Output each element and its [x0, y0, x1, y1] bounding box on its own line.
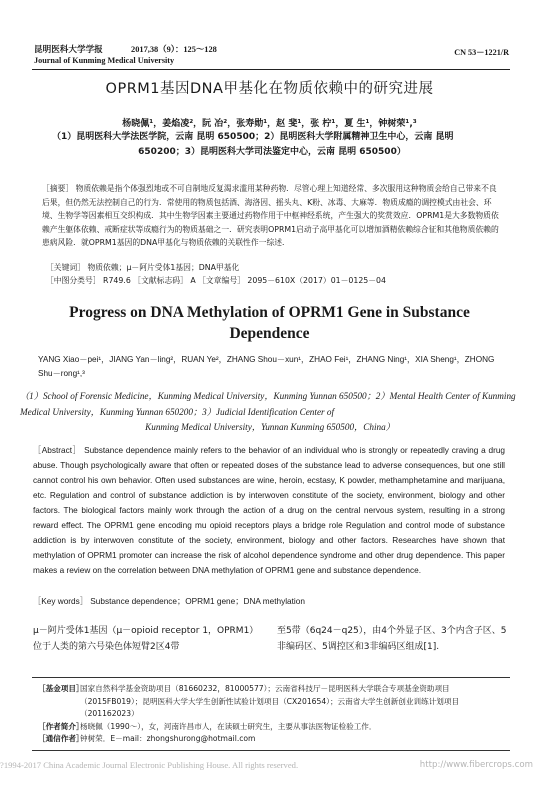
affiliation-en-last: Kunming Medical University，Yunnan Kunming 650500，China）	[145, 422, 395, 432]
footnote-block	[38, 683, 508, 746]
journal-name-en: Journal of Kunming Medical University	[34, 56, 175, 65]
authors-en: YANG Xiao－pei¹，JIANG Yan－ling²，RUAN Ye²，ZHANG Shou－xun¹，ZHAO Fei¹，ZHANG Ning¹，XIA Sheng¹，ZHONG Shu－rong¹,³	[38, 355, 495, 378]
abstract-en: ［Abstract］ Substance dependence mainly refers to the behavior of an individual who is strongly or repeatedly craving a drug abuse. Though psychologically aware that often or repeated doses of the substance lead to adverse consequences, but one still cannot control his own behavior. Often used substances are wine, heroin, ecstasy, K powder, methamphetamine and marijuana, etc. Regulation and control of substance addiction is by interwoven constitute of the society, environment, biology and other factors. The biological factors mainly work through the action of a drug on the central nervous system, resulting in a strong reward effect. The OPRM1 gene encoding mu opioid receptors plays a bridge role Regulation and control mode of substance addiction is by interwoven constitute of the society, environment, biology and other factors. Researches have shown that methylation of OPRM1 promoter can increase the risk of alcohol dependence syndrome and other drug dependence. This paper makes a review on the correlation between DNA methylation of OPRM1 gene and substance dependence.	[33, 446, 505, 575]
footnote-divider-bottom	[32, 750, 510, 751]
article-title-en	[0, 302, 539, 344]
affiliations-en	[20, 389, 520, 436]
affiliation-cn-line: （1）昆明医科大学法医学院，云南 昆明 650500；2）昆明医科大学附属精神卫生中心，云南 昆明	[52, 132, 454, 142]
affiliations-cn	[52, 130, 492, 159]
classification-cn: ［中图分类号］ R749.6 ［文献标志码］ A ［文章编号］ 2095－610X（2017）01－0125－04	[46, 276, 386, 285]
article-title-cn: OPRM1基因DNA甲基化在物质依赖中的研究进展	[105, 81, 434, 97]
affiliation-cn-line: 650200；3）昆明医科大学司法鉴定中心，云南 昆明 650500）	[138, 146, 406, 157]
watermark-url: http://www.fibercrops.com	[419, 760, 533, 770]
abstract-cn: ［摘要］ 物质依赖是指个体强烈地或不可自制地反复渴求滥用某种药物．尽管心理上知道经常、多次服用这种物质会给自己带来不良后果，但仍然无法控制自己的行为．常使用的物质包括酒、海洛因、摇头丸、K粉、冰毒、大麻等．物质成瘾的调控模式由社会、环境、生物学等因素相互交织构成．其中生物学因素主要通过药物作用于中枢神经系统，产生强大的奖赏效应．OPRM1是大多数物质依赖产生躯体依赖、戒断症状等成瘾行为的物质基础之一．研究表明OPRM1启动子高甲基化可以增加酒精依赖综合征和其他物质依赖的患病风险．就OPRM1基因的DNA甲基化与物质依赖的关联性作一综述．	[42, 184, 499, 248]
footnote-divider-top	[32, 677, 510, 678]
body-text-left-column: μ－阿片受体1基因（μ－opioid receptor 1，OPRM1）位于人类的第六号染色体短臂2区4带	[33, 626, 254, 652]
authors-cn: 杨晓佩¹，姜焰凌²，阮 冶²，张寿勋¹，赵 斐¹，张 柠¹，夏 生¹，钟树荣¹,³	[122, 119, 417, 129]
journal-issue: 2017,38（9）：125～128	[131, 45, 217, 54]
corresponding-author-row	[38, 733, 508, 746]
funding-label: ［基金项目］	[38, 684, 84, 693]
funding-row	[38, 683, 508, 721]
header-divider	[32, 69, 510, 70]
corresponding-author-label: ［通信作者］	[38, 734, 84, 744]
affiliation-en-text: （1）School of Forensic Medicine，Kunming Medical University，Kunming Yunnan 650500；2）Mental Health Center of Kunming Medical University，Kunming Yunnan 650200；3）Judicial Identification Center of	[20, 391, 516, 417]
cn-code: CN 53－1221/R	[454, 48, 509, 57]
corresponding-author-text: 钟树荣．E－mail：zhongshurong@hotmail.com	[80, 734, 256, 744]
keywords-cn: ［关键词］ 物质依赖；μ－阿片受体1基因；DNA甲基化	[46, 263, 240, 272]
author-bio-text: 杨晓佩（1990～），女，河南许昌市人，在读硕士研究生，主要从事法医物证检验工作．	[80, 721, 377, 731]
body-text-right-column: 至5带（6q24－q25），由4个外显子区、3个内含子区、5非编码区、5调控区和3非编码区组成[1].	[277, 626, 507, 652]
copyright-footer: ?1994-2017 China Academic Journal Electronic Publishing House. All rights reserved.	[0, 760, 299, 770]
journal-name-cn: 昆明医科大学学报	[34, 45, 103, 55]
title-en-line: Progress on DNA Methylation of OPRM1 Gene in Substance	[69, 304, 470, 321]
keywords-en: ［Key words］ Substance dependence；OPRM1 gene；DNA methylation	[33, 597, 305, 606]
funding-text: 国家自然科学基金资助项目（81660232，81000577）；云南省科技厅－昆明医科大学联合专项基金资助项目（2015FB019）；昆明医科大学大学生创新性试验计划项目（CX201654）；云南省大学生创新创业训练计划项目（201162023）	[80, 684, 460, 719]
author-bio-label: ［作者简介］	[38, 721, 84, 731]
title-en-line: Dependence	[229, 325, 310, 342]
author-bio-row	[38, 721, 508, 734]
